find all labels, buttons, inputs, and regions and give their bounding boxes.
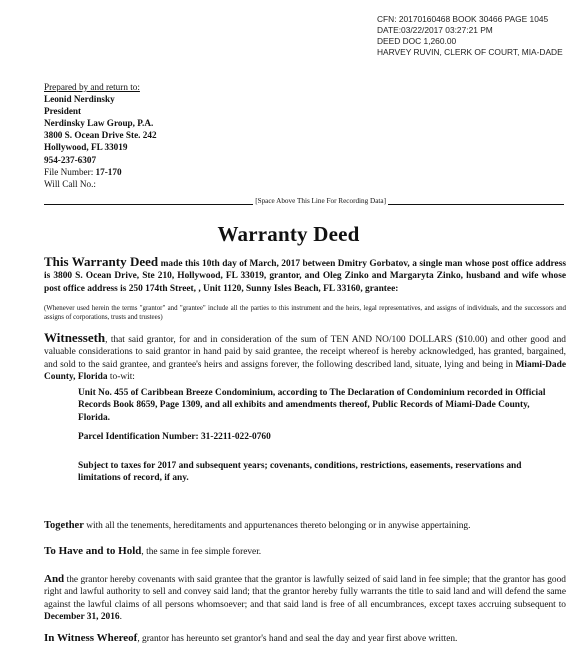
preparer-phone: 954-237-6307 bbox=[44, 154, 97, 165]
rule-right bbox=[388, 196, 564, 205]
grantee-names: Oleg Zinko and Margaryta Zinko, husband and wife bbox=[322, 271, 539, 282]
to-have-text: , the same in fee simple forever. bbox=[141, 547, 262, 557]
witnesseth-text-a: , that said grantor, for and in consideration of the sum of TEN AND NO/100 DOLLARS ($10.00) and other good and valuable considerations to said grantor in hand paid by said grantee, the receipt whereof is hereby acknowledged, has granted, bargained, and sold to the said grantee, and grantee's heirs and assigns forever, the following described land, situate, lying and being in bbox=[44, 335, 566, 370]
will-call-line: Will Call No.: bbox=[44, 178, 96, 189]
witnesseth-lead: Witnesseth bbox=[44, 330, 106, 345]
file-number-label: File Number: bbox=[44, 166, 94, 177]
witnesseth-text-b: to-wit: bbox=[107, 371, 135, 382]
prepared-by-block bbox=[44, 81, 157, 190]
in-witness-lead: In Witness Whereof bbox=[44, 632, 138, 644]
subject-to: Subject to taxes for 2017 and subsequent years; covenants, conditions, restrictions, easements, reservations and limitations of record, if any. bbox=[78, 461, 522, 484]
file-number-value: 17-170 bbox=[95, 166, 122, 177]
whenever-note: (Whenever used herein the terms "grantor" and "grantee" include all the parties to this instrument and the heirs, legal representatives, and assigns of individuals, and the successors and assigns of corporations, trusts and trustees) bbox=[44, 305, 566, 322]
preparer-address-1: 3800 S. Ocean Drive Ste. 242 bbox=[44, 130, 157, 141]
recording-space-line bbox=[44, 196, 564, 205]
grantor-address: 3800 S. Ocean Drive, Ste 210, Hollywood, FL 33019 bbox=[53, 271, 264, 282]
intro-paragraph bbox=[44, 256, 566, 295]
date-line: DATE:03/22/2017 03:27:21 PM bbox=[377, 25, 493, 35]
file-number-line bbox=[44, 166, 157, 178]
intro-lead: This Warranty Deed bbox=[44, 254, 159, 269]
clerk-line: HARVEY RUVIN, CLERK OF COURT, MIA-DADE bbox=[377, 47, 563, 57]
cfn-line: CFN: 20170160468 BOOK 30466 PAGE 1045 bbox=[377, 14, 549, 24]
together-text: with all the tenements, hereditaments and appurtenances thereto belonging or in anywise appertaining. bbox=[83, 521, 471, 531]
preparer-firm: Nerdinsky Law Group, P.A. bbox=[44, 118, 154, 129]
intro-text-e: , grantee: bbox=[360, 283, 399, 294]
rule-left bbox=[44, 196, 253, 205]
preparer-role: President bbox=[44, 106, 82, 117]
preparer-address-2: Hollywood, FL 33019 bbox=[44, 142, 128, 153]
intro-text-d: whose post office address is bbox=[44, 271, 567, 294]
in-witness-paragraph bbox=[44, 632, 566, 645]
legal-description: Unit No. 455 of Caribbean Breeze Condominium, according to The Declaration of Condominium recorded in Official Records Book 8659, Page 1309, and all exhibits and amendments thereof, Public Records of Miami-Dade County, Florida. bbox=[78, 388, 546, 423]
intro-text-b: whose post office address is bbox=[44, 259, 566, 282]
recording-stamp bbox=[377, 14, 575, 58]
recording-space-label: [Space Above This Line For Recording Data] bbox=[255, 197, 386, 205]
covenant-date: December 31, 2016 bbox=[44, 611, 120, 622]
parcel-id: Parcel Identification Number: 31-2211-022-0760 bbox=[78, 432, 271, 442]
grantee-address: 250 174th Street, , Unit 1120, Sunny Isles Beach, FL 33160 bbox=[128, 283, 361, 294]
document-title: Warranty Deed bbox=[217, 222, 360, 246]
intro-text-c: , grantor, and bbox=[263, 271, 323, 282]
together-lead: Together bbox=[44, 520, 84, 531]
prepared-by-header: Prepared by and return to: bbox=[44, 82, 140, 92]
intro-text-a: made this 10th day of March, 2017 between bbox=[158, 259, 338, 269]
covenant-text-b: . bbox=[119, 611, 122, 622]
together-paragraph bbox=[44, 520, 566, 532]
grantor-name: Dmitry Gorbatov, a single man bbox=[337, 259, 463, 269]
witnesseth-paragraph bbox=[44, 332, 566, 383]
county-name: Miami-Dade County, Florida bbox=[44, 359, 566, 382]
covenant-text-a: the grantor hereby covenants with said grantee that the grantor is lawfully seized of said land in fee simple; that the grantor has good right and lawful authority to sell and convey said land; that the grantor hereby fully warrants the title to said land and will defend the same against the lawful claims of all persons whomsoever; and that said land is free of all encumbrances, except taxes accruing subsequent to bbox=[44, 575, 566, 610]
covenant-paragraph bbox=[44, 573, 566, 623]
to-have-lead: To Have and to Hold bbox=[44, 545, 142, 557]
deed-doc-line: DEED DOC 1,260.00 bbox=[377, 36, 457, 46]
covenant-lead: And bbox=[44, 573, 65, 585]
in-witness-text: , grantor has hereunto set grantor's hand and seal the day and year first above written. bbox=[137, 634, 458, 644]
to-have-paragraph bbox=[44, 545, 566, 558]
preparer-name: Leonid Nerdinsky bbox=[44, 94, 115, 105]
